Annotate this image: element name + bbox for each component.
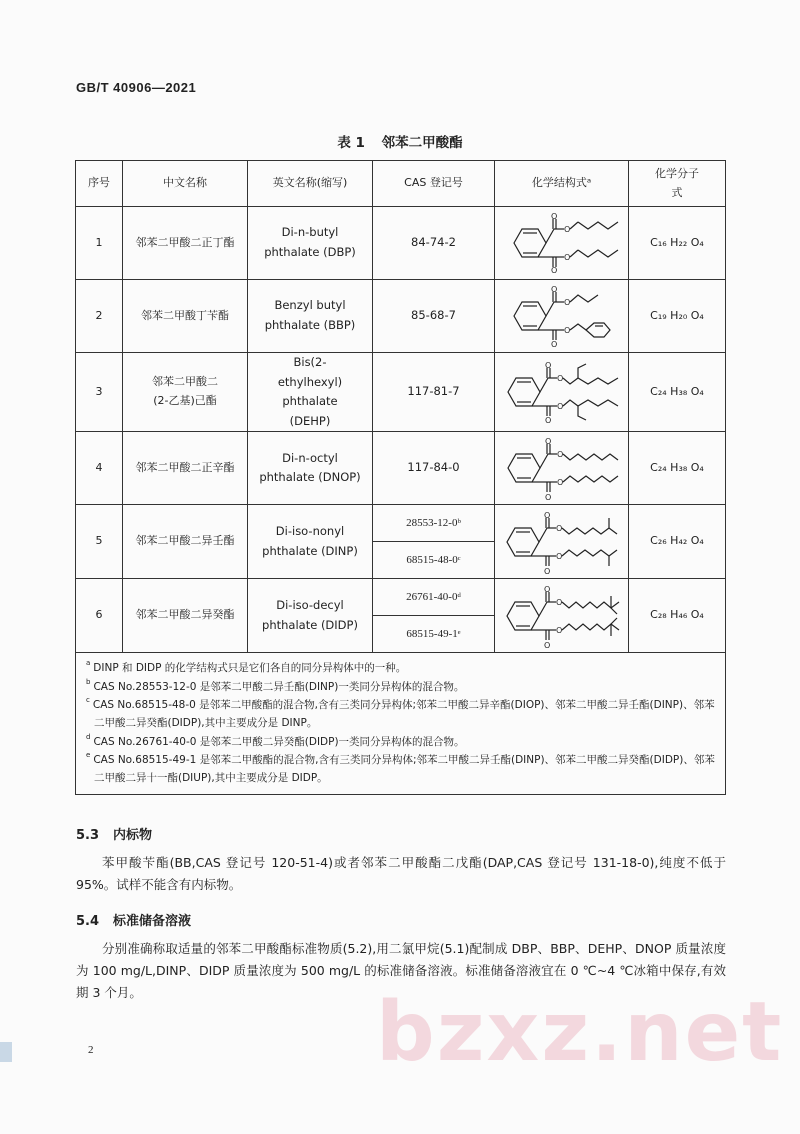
column-header-formula: 化学分子式 bbox=[655, 166, 699, 199]
chinese-name: 邻苯二甲酸二正丁酯 bbox=[123, 207, 248, 280]
dinp-structure-diagram bbox=[499, 509, 625, 575]
english-name: Di-iso-nonyl phthalate (DINP) bbox=[248, 505, 373, 579]
column-header: CAS 登记号 bbox=[373, 161, 495, 207]
cas-number-cell bbox=[373, 505, 495, 579]
section-paragraph: 分别准确称取适量的邻苯二甲酸酯标准物质(5.2),用二氯甲烷(5.1)配制成 DBP、BBP、DEHP、DNOP 质量浓度为 100 mg/L,DINP、DIDP 质量浓度为 500 mg/L 的标准储备溶液。标准储备溶液宜在 0 ℃~4 ℃冰箱中保存,有效期 3 个月。 bbox=[76, 941, 726, 1000]
table-title-text: 邻苯二甲酸酯 bbox=[381, 135, 463, 151]
column-header: 中文名称 bbox=[123, 161, 248, 207]
svg-text:O: O bbox=[556, 402, 563, 412]
standard-number: GB/T 40906—2021 bbox=[76, 80, 197, 95]
section-title: 标准储备溶液 bbox=[113, 914, 192, 929]
table-note bbox=[86, 751, 715, 788]
note-text: CAS No.26761-40-0 是邻苯二甲酸二异癸酯(DIDP)一类同分异构体的混合物。 bbox=[93, 735, 465, 748]
note-mark: c bbox=[86, 695, 90, 704]
svg-text:O: O bbox=[563, 225, 570, 234]
svg-text:O: O bbox=[544, 361, 551, 371]
edge-mark bbox=[0, 1042, 12, 1062]
svg-text:O: O bbox=[555, 597, 562, 607]
svg-text:O: O bbox=[556, 450, 563, 460]
cas-number: 68515-49-1ᵉ bbox=[406, 627, 461, 640]
dbp-structure-diagram bbox=[502, 212, 622, 274]
svg-text:O: O bbox=[543, 510, 550, 520]
english-name: Bis(2-ethylhexyl) phthalate (DEHP) bbox=[248, 353, 373, 432]
table-title-label: 表 1 bbox=[337, 135, 365, 151]
row-number: 4 bbox=[76, 432, 123, 505]
molecular-formula: C₁₆ H₂₂ O₄ bbox=[629, 207, 726, 280]
bbp-structure-diagram bbox=[502, 284, 622, 348]
cas-number: 85-68-7 bbox=[373, 280, 495, 353]
svg-text:O: O bbox=[563, 298, 570, 307]
svg-text:O: O bbox=[556, 374, 563, 384]
table-note bbox=[86, 733, 715, 751]
svg-text:O: O bbox=[563, 326, 570, 335]
table-row bbox=[76, 280, 726, 353]
svg-text:O: O bbox=[550, 285, 557, 294]
dehp-structure-diagram bbox=[500, 360, 624, 424]
cas-number: 28553-12-0ᵇ bbox=[373, 505, 494, 542]
svg-text:O: O bbox=[555, 523, 562, 533]
watermark: bzxz.net bbox=[376, 985, 784, 1080]
section-title: 内标物 bbox=[113, 828, 153, 843]
cas-number: 26761-40-0ᵈ bbox=[373, 579, 494, 616]
table-title bbox=[0, 131, 800, 151]
cas-number: 117-81-7 bbox=[373, 353, 495, 432]
row-number: 6 bbox=[76, 579, 123, 653]
row-number: 3 bbox=[76, 353, 123, 432]
table-notes-row bbox=[76, 653, 726, 795]
molecular-formula: C₂₈ H₄₆ O₄ bbox=[629, 579, 726, 653]
table-header-row bbox=[76, 161, 726, 207]
note-mark: d bbox=[86, 732, 91, 741]
english-name: Di-iso-decyl phthalate (DIDP) bbox=[248, 579, 373, 653]
svg-text:O: O bbox=[555, 625, 562, 635]
cas-number-cell bbox=[373, 579, 495, 653]
didp-structure-diagram bbox=[499, 583, 625, 649]
didp-structure bbox=[495, 579, 629, 653]
svg-text:O: O bbox=[550, 340, 557, 348]
molecular-formula: C₁₉ H₂₀ O₄ bbox=[629, 280, 726, 353]
note-mark: e bbox=[86, 751, 91, 760]
svg-text:O: O bbox=[556, 478, 563, 488]
row-number: 5 bbox=[76, 505, 123, 579]
chinese-name: 邻苯二甲酸二异壬酯 bbox=[123, 505, 248, 579]
column-header: 序号 bbox=[76, 161, 123, 207]
svg-text:O: O bbox=[563, 253, 570, 262]
table-notes bbox=[76, 653, 726, 795]
svg-text:O: O bbox=[543, 584, 550, 594]
table-row bbox=[76, 579, 726, 653]
table-row bbox=[76, 505, 726, 579]
phthalate-table bbox=[75, 160, 726, 795]
section-heading bbox=[76, 824, 152, 843]
note-text: DINP 和 DIDP 的化学结构式只是它们各自的同分异构体中的一种。 bbox=[93, 662, 407, 675]
dehp-structure bbox=[495, 353, 629, 432]
cas-number: 84-74-2 bbox=[373, 207, 495, 280]
column-header: 化学结构式ᵃ bbox=[495, 161, 629, 207]
section-paragraph: 苯甲酸苄酯(BB,CAS 登记号 120-51-4)或者邻苯二甲酸酯二戊酯(DAP,CAS 登记号 131-18-0),纯度不低于 95%。试样不能含有内标物。 bbox=[76, 855, 726, 892]
bbp-structure bbox=[495, 280, 629, 353]
molecular-formula: C₂₆ H₄₂ O₄ bbox=[629, 505, 726, 579]
column-header: 英文名称(缩写) bbox=[248, 161, 373, 207]
dnop-structure bbox=[495, 432, 629, 505]
table-row bbox=[76, 353, 726, 432]
column-header bbox=[629, 161, 726, 207]
chinese-name: 邻苯二甲酸二正辛酯 bbox=[123, 432, 248, 505]
svg-text:O: O bbox=[550, 212, 557, 221]
table-note bbox=[86, 678, 715, 696]
molecular-formula: C₂₄ H₃₈ O₄ bbox=[629, 432, 726, 505]
section-number: 5.4 bbox=[76, 914, 100, 929]
table-row bbox=[76, 432, 726, 505]
cas-number: 117-84-0 bbox=[373, 432, 495, 505]
page-number: 2 bbox=[88, 1044, 94, 1056]
note-mark: b bbox=[86, 677, 91, 686]
dinp-structure bbox=[495, 505, 629, 579]
row-number: 2 bbox=[76, 280, 123, 353]
molecular-formula: C₂₄ H₃₈ O₄ bbox=[629, 353, 726, 432]
note-mark: a bbox=[86, 659, 91, 668]
svg-text:O: O bbox=[555, 551, 562, 561]
svg-text:O: O bbox=[544, 493, 551, 502]
table-note bbox=[86, 696, 715, 733]
english-name: Benzyl butyl phthalate (BBP) bbox=[248, 280, 373, 353]
dnop-structure-diagram bbox=[500, 435, 624, 501]
section-number: 5.3 bbox=[76, 828, 100, 843]
chinese-name: 邻苯二甲酸丁苄酯 bbox=[123, 280, 248, 353]
table-note bbox=[86, 659, 715, 677]
svg-text:O: O bbox=[550, 266, 557, 274]
chinese-name: 邻苯二甲酸二异癸酯 bbox=[123, 579, 248, 653]
english-name: Di-n-butyl phthalate (DBP) bbox=[248, 207, 373, 280]
note-text: CAS No.68515-49-1 是邻苯二甲酸酯的混合物,含有三类同分异构体;邻苯二甲酸二异壬酯(DINP)、邻苯二甲酸二异癸酯(DIDP)、邻苯二甲酸二异十一酯(DIUP),其中主要成分是 DIDP。 bbox=[93, 754, 715, 785]
chinese-name: 邻苯二甲酸二(2-乙基)己酯 bbox=[123, 353, 248, 432]
note-text: CAS No.28553-12-0 是邻苯二甲酸二异壬酯(DINP)一类同分异构体的混合物。 bbox=[93, 680, 465, 693]
english-name: Di-n-octyl phthalate (DNOP) bbox=[248, 432, 373, 505]
row-number: 1 bbox=[76, 207, 123, 280]
dbp-structure bbox=[495, 207, 629, 280]
svg-text:O: O bbox=[543, 566, 550, 575]
table-row bbox=[76, 207, 726, 280]
section-heading bbox=[76, 910, 191, 929]
note-text: CAS No.68515-48-0 是邻苯二甲酸酯的混合物,含有三类同分异构体;邻苯二甲酸二异辛酯(DIOP)、邻苯二甲酸二异壬酯(DINP)、邻苯二甲酸二异癸酯(DIDP),其中主要成分是 DINP。 bbox=[92, 698, 715, 730]
cas-number: 68515-48-0ᶜ bbox=[406, 553, 461, 566]
svg-text:O: O bbox=[543, 640, 550, 649]
svg-text:O: O bbox=[544, 437, 551, 447]
svg-text:O: O bbox=[544, 416, 551, 425]
